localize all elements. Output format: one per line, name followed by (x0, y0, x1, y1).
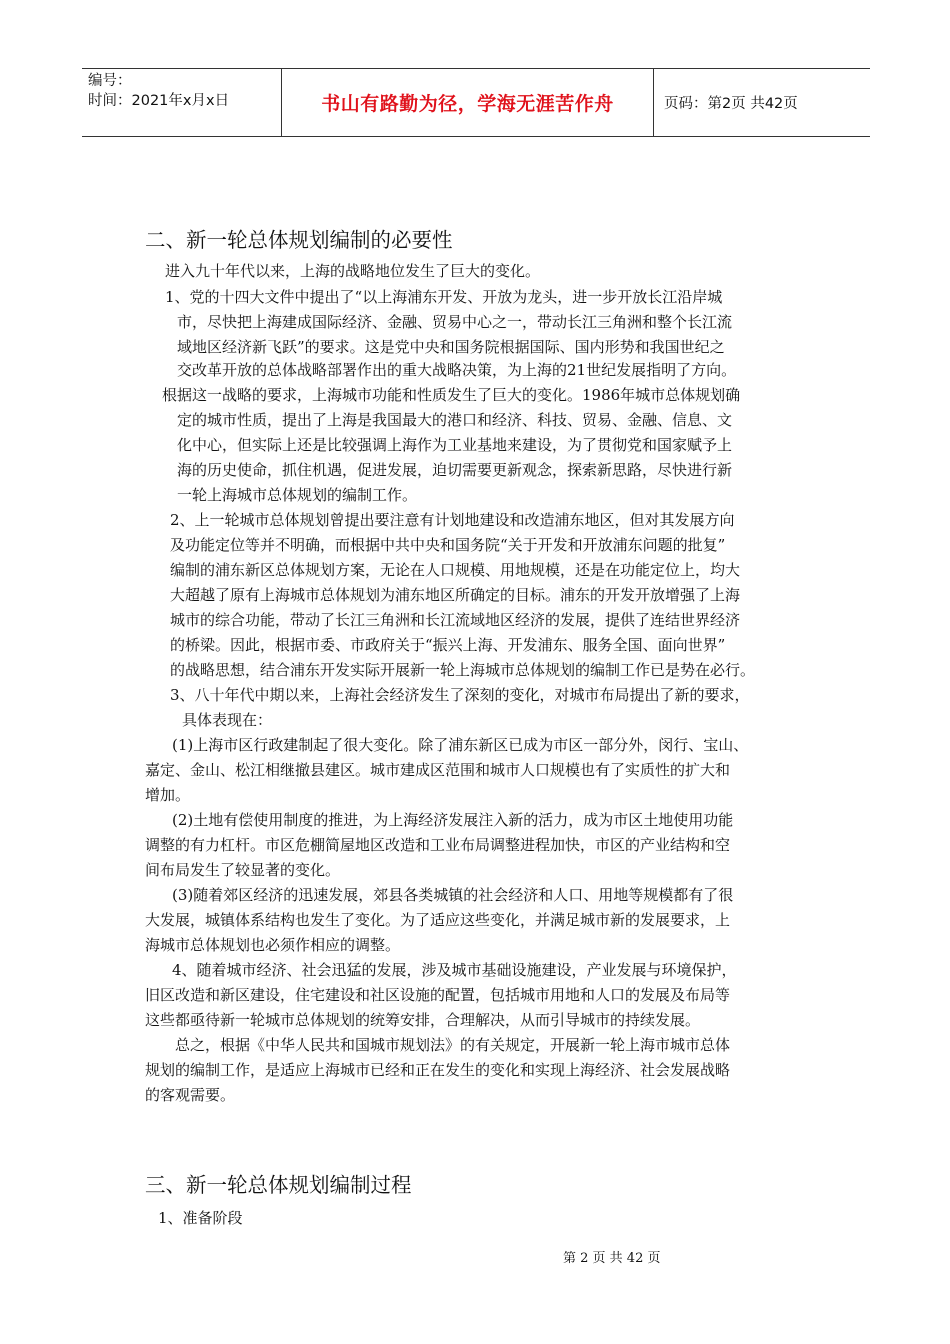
header-page-info-cell (654, 69, 870, 136)
paragraph-line: 城市的综合功能，带动了长江三角洲和长江流域地区经济的发展，提供了连结世界经济 (170, 611, 741, 629)
paragraph-line: 进入九十年代以来，上海的战略地位发生了巨大的变化。 (165, 262, 541, 280)
paragraph-line: 总之，根据《中华人民共和国城市规划法》的有关规定，开展新一轮上海市城市总体 (175, 1036, 731, 1054)
paragraph-line: 1、党的十四大文件中提出了“以上海浦东开发、开放为龙头，进一步开放长江沿岸城 (165, 288, 723, 306)
paragraph-line: 增加。 (145, 786, 191, 804)
paragraph-line: (2)土地有偿使用制度的推进，为上海经济发展注入新的活力，成为市区土地使用功能 (172, 811, 734, 829)
paragraph-line: 化中心，但实际上还是比较强调上海作为工业基地来建设，为了贯彻党和国家赋予上 (177, 436, 733, 454)
paragraph-line: 的桥梁。因此，根据市委、市政府关于“振兴上海、开发浦东、服务全国、面向世界” (170, 636, 726, 654)
paragraph-line: 调整的有力杠杆。市区危棚简屋地区改造和工业布局调整进程加快，市区的产业结构和空 (145, 836, 731, 854)
header-left-cell (82, 69, 282, 136)
paragraph-line: 的战略思想，结合浦东开发实际开展新一轮上海城市总体规划的编制工作已是势在必行。 (170, 661, 756, 679)
page-footer: 第 2 页 共 42 页 (563, 1251, 661, 1266)
paragraph-line: (3)随着郊区经济的迅速发展，郊县各类城镇的社会经济和人口、用地等规模都有了很 (172, 886, 734, 904)
paragraph-line: 域地区经济新飞跃”的要求。这是党中央和国务院根据国际、国内形势和我国世纪之 (177, 338, 725, 356)
paragraph-line: 大发展，城镇体系结构也发生了变化。为了适应这些变化，并满足城市新的发展要求，上 (145, 911, 731, 929)
paragraph-line: 这些都亟待新一轮城市总体规划的统筹安排，合理解决，从而引导城市的持续发展。 (145, 1011, 701, 1029)
page-header (82, 68, 870, 137)
paragraph-line: 编制的浦东新区总体规划方案，无论在人口规模、用地规模，还是在功能定位上，均大 (170, 561, 741, 579)
section-3-heading: 三、新一轮总体规划编制过程 (145, 1173, 412, 1197)
paragraph-line: 2、上一轮城市总体规划曾提出要注意有计划地建设和改造浦东地区，但对其发展方向 (170, 511, 735, 529)
document-date-label: 时间：2021年x月x日 (88, 93, 230, 109)
paragraph-line: 一轮上海城市总体规划的编制工作。 (177, 486, 418, 504)
paragraph-line: 根据这一战略的要求，上海城市功能和性质发生了巨大的变化。1986年城市总体规划确 (162, 386, 741, 404)
paragraph-line: 具体表现在： (182, 711, 273, 729)
paragraph-line: 交改革开放的总体战略部署作出的重大战略决策，为上海的21世纪发展指明了方向。 (177, 361, 737, 379)
paragraph-line: 大超越了原有上海城市总体规划为浦东地区所确定的目标。浦东的开发开放增强了上海 (170, 586, 741, 604)
header-page-info: 页码：第2页 共42页 (664, 96, 798, 112)
paragraph-line: 海城市总体规划也必须作相应的调整。 (145, 936, 401, 954)
paragraph-line: 间布局发生了较显著的变化。 (145, 861, 341, 879)
paragraph-line: 旧区改造和新区建设，住宅建设和社区设施的配置，包括城市用地和人口的发展及布局等 (145, 986, 731, 1004)
paragraph-line: 定的城市性质，提出了上海是我国最大的港口和经济、科技、贸易、金融、信息、文 (177, 411, 733, 429)
paragraph-line: 4、随着城市经济、社会迅猛的发展，涉及城市基础设施建设，产业发展与环境保护， (172, 961, 737, 979)
paragraph-line: 3、八十年代中期以来，上海社会经济发生了深刻的变化，对城市布局提出了新的要求， (170, 686, 750, 704)
paragraph-line: (1)上海市区行政建制起了很大变化。除了浦东新区已成为市区一部分外，闵行、宝山、 (172, 736, 749, 754)
document-number-label: 编号： (88, 73, 132, 89)
paragraph-line: 规划的编制工作，是适应上海城市已经和正在发生的变化和实现上海经济、社会发展战略 (145, 1061, 731, 1079)
paragraph-line: 市，尽快把上海建成国际经济、金融、贸易中心之一，带动长江三角洲和整个长江流 (177, 313, 733, 331)
paragraph-line: 的客观需要。 (145, 1086, 236, 1104)
paragraph-line: 及功能定位等并不明确，而根据中共中央和国务院“关于开发和开放浦东问题的批复” (170, 536, 726, 554)
header-motto: 书山有路勤为径，学海无涯苦作舟 (321, 93, 614, 115)
paragraph-line: 嘉定、金山、松江相继撤县建区。城市建成区范围和城市人口规模也有了实质性的扩大和 (145, 761, 731, 779)
paragraph-line: 海的历史使命，抓住机遇，促进发展，迫切需要更新观念，探索新思路，尽快进行新 (177, 461, 733, 479)
paragraph-line: 1、准备阶段 (158, 1209, 243, 1227)
header-motto-cell (282, 69, 654, 136)
section-2-heading: 二、新一轮总体规划编制的必要性 (145, 228, 453, 252)
